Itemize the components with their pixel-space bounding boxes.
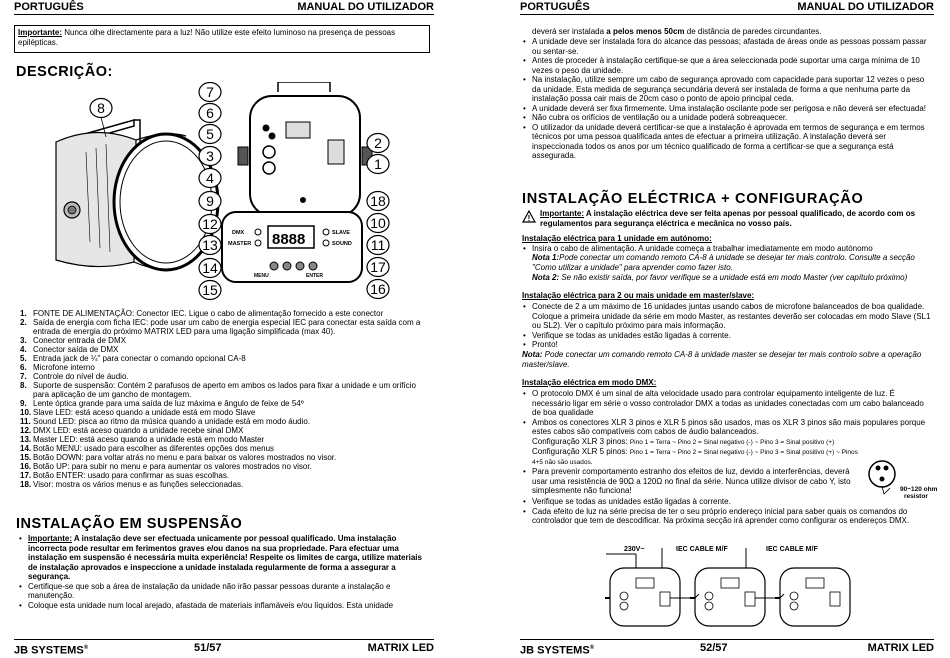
description-item-text: Botão DOWN: para voltar atrás no menu e para baixar os valores mostrados no visor. — [33, 453, 337, 462]
callout-18: 18 — [370, 193, 386, 209]
description-item-number: 6. — [20, 363, 27, 372]
panel-label-dmx: DMX — [232, 230, 245, 236]
dmx-item-1: • O protocolo DMX é um sinal de alta velocidade usado para controlar equipamento inteligente de luz. É necessário ligar em série o vosso controlador DMX a todas as unidades conectadas com um cabo balanceado de boa qualidade — [520, 389, 934, 418]
page-right — [506, 0, 944, 657]
continued-bold: a pelos menos 50cm — [606, 27, 685, 36]
subsection-title-master-slave: Instalação eléctrica para 2 ou mais unidade em master/slave: — [522, 291, 755, 300]
description-item-number: 18. — [20, 480, 32, 489]
dmx-item-2: • Ambos os conectores XLR 3 pinos e XLR 5 pinos são usados, mas os XLR 3 pinos são mais populares porque estes cabos são compatíveis com cabos de áudio balanceados. — [520, 418, 934, 437]
description-item-number: 15. — [20, 453, 32, 462]
description-item — [20, 435, 432, 444]
page-footer — [520, 639, 934, 655]
footer-brand — [14, 641, 88, 658]
standalone-note-2 — [532, 273, 934, 283]
description-item-text: Botão ENTER: usado para confirmar as suas escolhas. — [33, 471, 230, 480]
suspension-item-1 — [16, 534, 430, 582]
subsection-title-standalone: Instalação eléctrica para 1 unidade em autónomo: — [522, 234, 712, 243]
installation-bullet: • A unidade deve ser instalada fora do alcance das pessoas; afastada de áreas onde as pessoas possam passar ou sentar-se. — [520, 37, 934, 56]
panel-label-enter: ENTER — [306, 273, 323, 279]
description-item-text: Visor: mostra os vários menus e as funções seleccionadas. — [33, 480, 244, 489]
resistor-label-1: 90~120 ohm — [900, 486, 938, 493]
unit-back-view — [238, 82, 372, 216]
xlr5-config — [532, 447, 936, 458]
description-item — [20, 363, 432, 372]
product-diagram — [16, 82, 436, 304]
electrical-important — [540, 209, 934, 228]
diagram-cable-label-1: IEC CABLE M/F — [676, 546, 728, 553]
description-item-number: 1. — [20, 309, 27, 318]
suspension-important-text: A instalação deve ser efectuada unicamente por pessoal qualificado. Uma instalação incorrecta pode resultar em ferimentos graves e/ou danos na sua propriedade. Para efectuar uma instalação em suspensão é necessária muita experiência! Respeite os limites de carga, utilize materiais de instalação aprovados e inspeccione a unidade instalada regularmente de forma a assegurar a segurança. — [28, 534, 422, 581]
panel-label-sound: SOUND — [332, 241, 352, 247]
page-footer — [14, 639, 434, 655]
note1-label: Nota 1: — [532, 253, 560, 262]
panel-display: 8888 — [272, 231, 306, 248]
section-title-electrical: INSTALAÇÃO ELÉCTRICA + CONFIGURAÇÃO — [522, 191, 864, 207]
description-item — [20, 426, 432, 435]
note1-text: Pode conectar um comando remoto CA-8 à unidade se desejar ter mais controlo. Consulte a secção "Como utilizar a unidade" para aprender como fazer isto. — [532, 253, 915, 272]
subsection-title-dmx: Instalação eléctrica em modo DMX: — [522, 378, 657, 387]
dmx-list — [520, 389, 934, 437]
xlr3-label: Configuração XLR 3 pinos: — [532, 437, 630, 446]
note2-label: Nota 2: — [532, 273, 560, 282]
description-item — [20, 354, 432, 363]
footer-brand-text: JB SYSTEMS — [520, 644, 590, 657]
description-item-text: Microfone interno — [33, 363, 95, 372]
description-list — [20, 309, 432, 489]
page-left — [0, 0, 444, 657]
xlr3-pins: Pino 1 = Terra ~ Pino 2 = Sinal negativo (-) ~ Pino 3 = Sinal positivo (+) — [629, 439, 835, 446]
description-item-text: Slave LED: está aceso quando a unidade está em modo Slave — [33, 408, 256, 417]
page-header — [520, 0, 934, 15]
dmx-item-3: • Para prevenir comportamento estranho dos efeitos de luz, devido a interferências, deverá usar uma resistência de 90Ω a 120Ω no final da série. Nunca utilize divisor de cabo Y, isto simplesmente não funciona! — [520, 467, 860, 496]
description-item-number: 14. — [20, 444, 32, 453]
master-slave-item-2: • Verifique se todas as unidades estão ligadas à corrente. — [520, 331, 934, 341]
description-item-number: 7. — [20, 372, 27, 381]
panel-label-master: MASTER — [228, 241, 252, 247]
description-item-number: 12. — [20, 426, 32, 435]
description-item-number: 10. — [20, 408, 32, 417]
continued-post: de distância de paredes circundantes. — [684, 27, 822, 36]
description-item — [20, 417, 432, 426]
description-item-text: Lente óptica grande para uma saída de luz máxima e ângulo de feixe de 54º — [33, 399, 304, 408]
description-item-text: Botão MENU: usado para escolher as diferentes opções dos menus — [33, 444, 275, 453]
svg-text:!: ! — [527, 214, 531, 223]
continued-pre: deverá ser instalada — [532, 27, 607, 36]
callout-9: 9 — [206, 193, 214, 209]
description-item-text: DMX LED: está aceso quando a unidade recebe sinal DMX — [33, 426, 244, 435]
description-item — [20, 462, 432, 471]
callout-15: 15 — [202, 282, 218, 298]
callout-10: 10 — [370, 215, 386, 231]
footer-reg-mark: ® — [83, 645, 89, 651]
description-item — [20, 444, 432, 453]
installation-bullet: • Antes de proceder à instalação certifique-se que a área seleccionada pode suportar uma carga mínima de 10 vezes o peso da unidade. — [520, 56, 934, 75]
description-item — [20, 453, 432, 462]
callout-16: 16 — [370, 281, 386, 297]
description-item — [20, 408, 432, 417]
electrical-important-text: A instalação eléctrica deve ser feita apenas por pessoal qualificado, de acordo com os regulamentos para segurança eléctrica e mecânica no vosso país. — [540, 209, 916, 228]
description-item-number: 3. — [20, 336, 27, 345]
warning-label: Importante: — [18, 28, 62, 37]
description-item-text: Botão UP: para subir no menu e para aumentar os valores mostrados no visor. — [33, 462, 312, 471]
callout-17: 17 — [370, 259, 386, 275]
warning-box — [14, 25, 430, 53]
description-item-text: Sound LED: pisca ao ritmo da música quando a unidade está em modo áudio. — [33, 417, 311, 426]
footer-model: MATRIX LED — [367, 642, 434, 654]
dmx-item-5: • Cada efeito de luz na série precisa de ter o seu próprio endereço inicial para saber quais os comandos do controlador que tem de descodificar. Na próxima secção irá aprender como configurar os endereços DMX. — [520, 507, 934, 526]
footer-brand — [520, 641, 594, 658]
description-item-number: 11. — [20, 417, 31, 426]
callout-7: 7 — [206, 84, 214, 100]
description-item-text: Conector saída de DMX — [33, 345, 119, 354]
description-item-number: 9. — [20, 399, 27, 408]
wiring-diagram — [600, 538, 860, 634]
description-item-text: Conector entrada de DMX — [33, 336, 126, 345]
callouts-right — [367, 134, 389, 299]
suspension-item-3: • Coloque esta unidade num local arejado, afastada de materiais inflamáveis e/ou líquidos. Esta unidade — [16, 601, 430, 611]
description-item-text: Controle do nível de áudio. — [33, 372, 129, 381]
description-item-text: Suporte de suspensão: Contém 2 parafusos de aperto em ambos os lados para fixar a unidade e um orifício para aplicação de um gancho de montagem. — [33, 381, 416, 399]
panel-label-menu: MENU — [254, 273, 269, 279]
installation-bullet: • A unidade deverá ser fixa firmemente. Uma instalação oscilante pode ser perigosa e não deverá ser efectuada! — [520, 104, 934, 114]
description-item-number: 4. — [20, 345, 27, 354]
footer-model: MATRIX LED — [867, 642, 934, 654]
note2-text: Se não existir saída, por favor verifique se a unidade está em modo Master (ver capítulo próximo) — [559, 273, 908, 282]
description-item-number: 5. — [20, 354, 27, 363]
diagram-cable-label-2: IEC CABLE M/F — [766, 546, 818, 553]
panel-label-slave: SLAVE — [332, 230, 350, 236]
callout-5: 5 — [206, 126, 214, 142]
xlr5-label: Configuração XLR 5 pinos: — [532, 447, 630, 456]
suspension-list — [16, 534, 430, 610]
page-header — [14, 0, 434, 15]
xlr3-config — [532, 437, 936, 448]
xlr5-pins: Pino 1 = Terra ~ Pino 2 = Sinal negativo (-) ~ Pino 3 = Sinal positivo (+) ~ Pinos — [629, 449, 858, 456]
description-item — [20, 471, 432, 480]
standalone-note-1 — [532, 253, 934, 272]
suspension-important-label: Importante: — [28, 534, 72, 543]
description-item — [20, 309, 432, 318]
description-item — [20, 372, 432, 381]
header-language: PORTUGUÊS — [14, 1, 84, 13]
suspension-item-2: • Certifique-se que sob a área de instalação da unidade não irão passar pessoas durante a instalação e manutenção. — [16, 582, 430, 601]
footer-reg-mark: ® — [589, 645, 595, 651]
footer-page-number: 51/57 — [194, 642, 222, 654]
electrical-important-label: Importante: — [540, 209, 584, 218]
installation-bullet: • Na instalação, utilize sempre um cabo de segurança aprovado com capacidade para suportar 12 vezes o peso da unidade. Esta medida de segurança secundária deverá ser instalada de forma a que nenhuma parte da instalação possa cair mais de 20cm caso o ponto de apoio principal ceda. — [520, 75, 934, 104]
callout-14: 14 — [202, 260, 218, 276]
header-language: PORTUGUÊS — [520, 1, 590, 13]
description-item-text: Saída de energia com ficha IEC: pode usar um cabo de energia especial IEC para conectar esta saída com a entrada de energia do próximo MATRIX LED para uma ligação simplificada (max 40). — [33, 318, 421, 336]
description-item — [20, 381, 432, 399]
description-item — [20, 399, 432, 408]
section-title-suspension: INSTALAÇÃO EM SUSPENSÃO — [16, 516, 243, 532]
description-item-text: Master LED: está aceso quando a unidade está em modo Master — [33, 435, 265, 444]
section-title-description: DESCRIÇÃO: — [16, 64, 113, 80]
callout-11: 11 — [370, 237, 386, 253]
description-item-number: 16. — [20, 462, 32, 471]
standalone-item-1: • Insira o cabo de alimentação. A unidade começa a trabalhar imediatamente em modo autónomo — [520, 244, 934, 254]
callout-8: 8 — [97, 100, 105, 116]
footer-page-number: 52/57 — [700, 642, 728, 654]
warning-triangle-icon — [522, 210, 536, 223]
description-item — [20, 336, 432, 345]
description-item-number: 8. — [20, 381, 27, 390]
header-title: MANUAL DO UTILIZADOR — [797, 1, 934, 13]
resistor-label-2: resistor — [904, 493, 928, 500]
master-slave-list — [520, 302, 934, 350]
installation-bullets — [520, 37, 934, 161]
master-slave-note — [522, 350, 934, 369]
master-slave-note-text: Pode conectar um comando remoto CA-8 à unidade master se desejar ter mais controlo sobre a operação master/slave. — [522, 350, 922, 369]
installation-bullet: • Não cubra os orifícios de ventilação ou a unidade poderá sobreaquecer. — [520, 113, 934, 123]
dmx-item-4: • Verifique se todas as unidades estão ligadas à corrente. — [520, 497, 934, 507]
master-slave-note-label: Nota: — [522, 350, 543, 359]
continued-text — [532, 27, 932, 37]
master-slave-item-3: • Pronto! — [520, 340, 934, 350]
description-item — [20, 318, 432, 336]
footer-brand-text: JB SYSTEMS — [14, 644, 84, 657]
description-item-number: 13. — [20, 435, 32, 444]
description-item — [20, 480, 432, 489]
xlr5-config-cont: 4+5 não são usados. — [532, 459, 593, 466]
callout-3: 3 — [206, 148, 214, 164]
header-title: MANUAL DO UTILIZADOR — [297, 1, 434, 13]
description-item — [20, 345, 432, 354]
description-item-number: 2. — [20, 318, 27, 327]
description-item-text: Entrada jack de ¼" para conectar o comando opcional CA-8 — [33, 354, 246, 363]
master-slave-item-1: • Conecte de 2 a um máximo de 16 unidades juntas usando cabos de microfone balanceados de boa qualidade. Coloque a primeira unidade da série em modo Master, as restantes deverão ser colocadas em modo Slave (SL1 ou SL2). Ver o capítulo próximo para mais informação. — [520, 302, 934, 331]
installation-bullet: • O utilizador da unidade deverá certificar-se que a instalação é aprovada em termos de segurança e em termos técnicos por uma pessoa qualificada antes de efectuar a primeira utilização. A instalação deverá ser inspeccionada todos os anos por um técnico qualificado de forma a certificar-se que a segurança está assegurada. — [520, 123, 934, 161]
warning-text: Nunca olhe directamente para a luz! Não utilize este efeito luminoso na presença de pessoas epilépticas. — [18, 28, 396, 47]
callout-1: 1 — [374, 156, 382, 172]
callout-12: 12 — [202, 216, 218, 232]
diagram-power-label: 230V~ — [624, 546, 645, 553]
callout-4: 4 — [206, 170, 214, 186]
callout-2: 2 — [374, 135, 382, 151]
unit-front-view — [56, 120, 218, 270]
callout-13: 13 — [202, 237, 218, 253]
dmx-list-3 — [520, 497, 934, 526]
callout-6: 6 — [206, 105, 214, 121]
dmx-list-2 — [520, 467, 860, 496]
description-item-number: 17. — [20, 471, 32, 480]
description-item-text: FONTE DE ALIMENTAÇÃO: Conector IEC. Ligue o cabo de alimentação fornecido a este conector — [33, 309, 384, 318]
